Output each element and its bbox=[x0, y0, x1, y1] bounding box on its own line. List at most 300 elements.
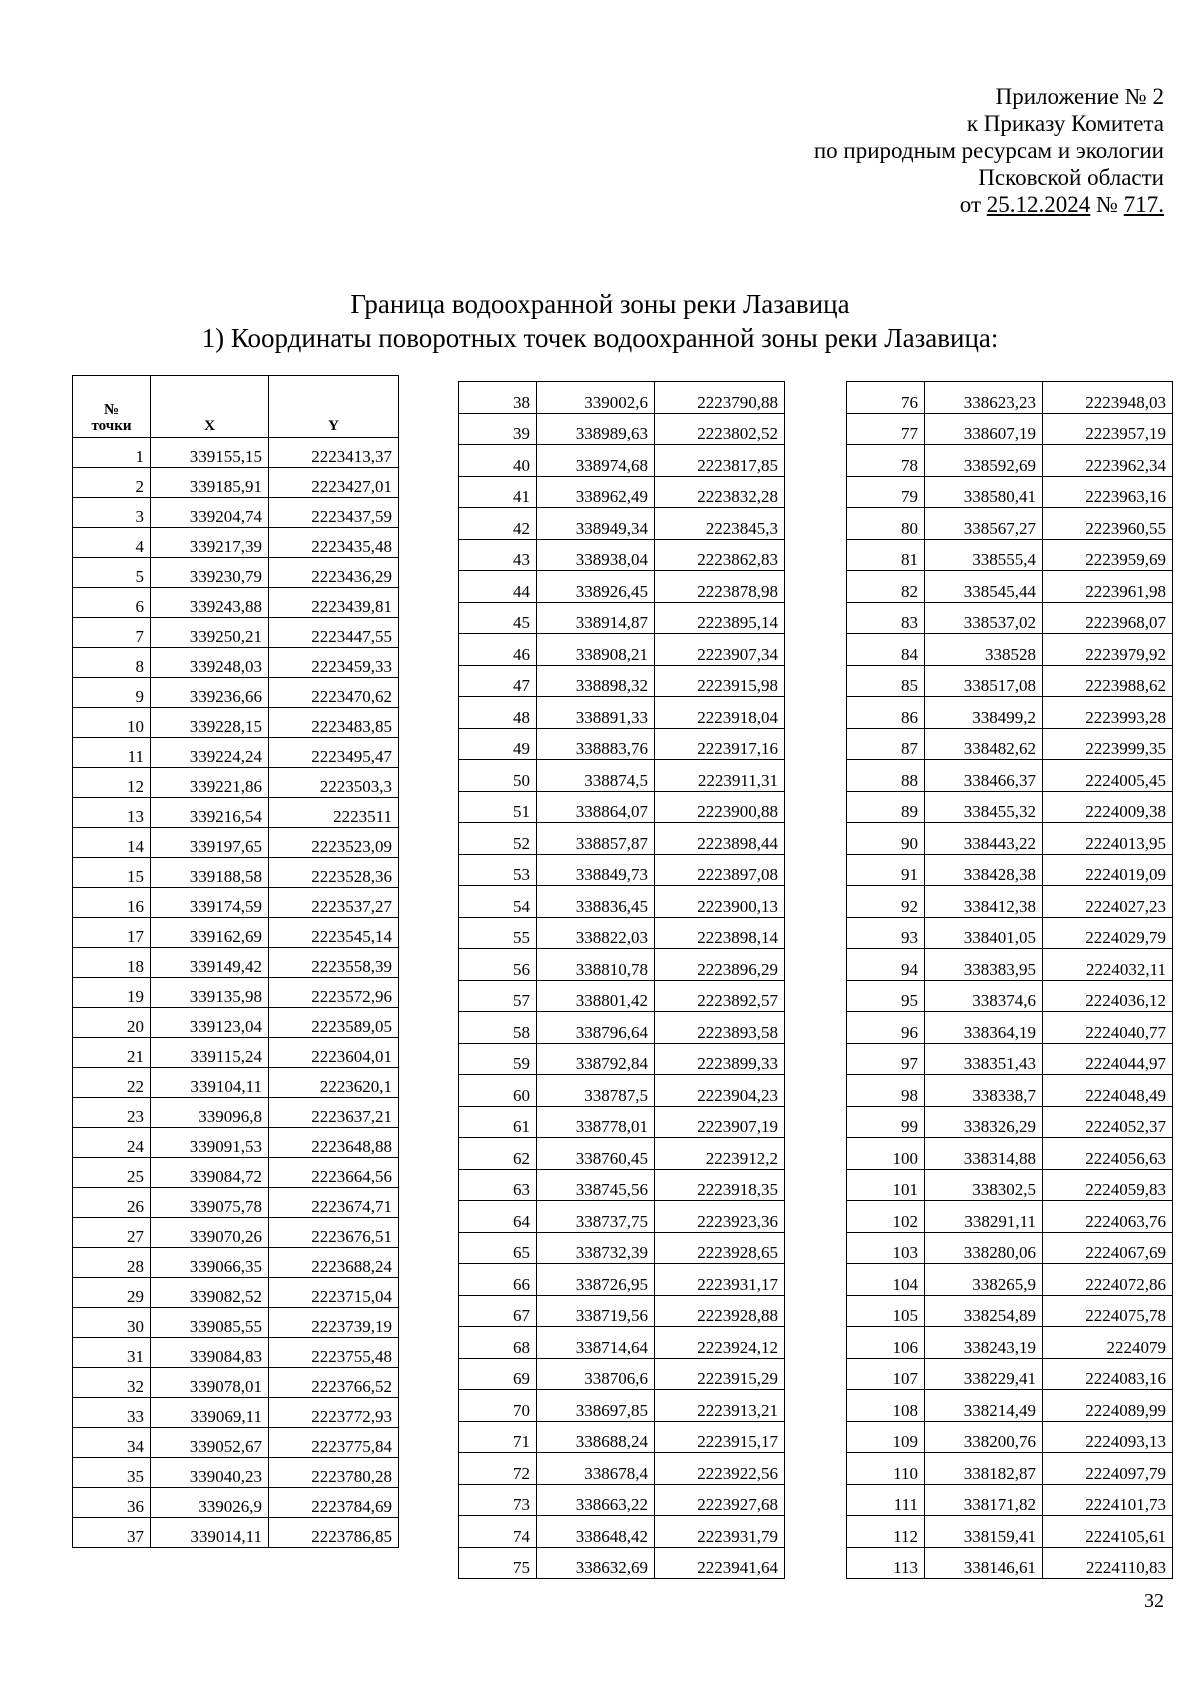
table-row bbox=[459, 1169, 785, 1201]
point-number-cell: 3 bbox=[73, 498, 151, 528]
x-coordinate-cell: 338962,49 bbox=[537, 476, 655, 508]
y-coordinate-cell: 2223922,56 bbox=[655, 1453, 785, 1485]
point-number-cell: 49 bbox=[459, 728, 537, 760]
point-number-cell: 26 bbox=[73, 1188, 151, 1218]
y-coordinate-cell: 2223780,28 bbox=[269, 1458, 399, 1488]
x-coordinate-cell: 339014,11 bbox=[151, 1518, 269, 1548]
table-row bbox=[847, 1264, 1173, 1296]
table-row bbox=[73, 1458, 399, 1488]
point-number-cell: 83 bbox=[847, 602, 925, 634]
x-coordinate-cell: 338663,22 bbox=[537, 1484, 655, 1516]
x-coordinate-cell: 339082,52 bbox=[151, 1278, 269, 1308]
table-row bbox=[847, 1201, 1173, 1233]
x-coordinate-cell: 338383,95 bbox=[925, 949, 1043, 981]
x-coordinate-cell: 339185,91 bbox=[151, 468, 269, 498]
y-coordinate-cell: 2223913,21 bbox=[655, 1390, 785, 1422]
point-number-cell: 12 bbox=[73, 768, 151, 798]
y-coordinate-cell: 2223962,34 bbox=[1043, 445, 1173, 477]
y-coordinate-cell: 2223896,29 bbox=[655, 949, 785, 981]
point-number-cell: 41 bbox=[459, 476, 537, 508]
y-coordinate-cell: 2224097,79 bbox=[1043, 1453, 1173, 1485]
x-coordinate-cell: 338302,5 bbox=[925, 1169, 1043, 1201]
header-point-number bbox=[73, 376, 151, 438]
x-coordinate-cell: 338351,43 bbox=[925, 1043, 1043, 1075]
y-coordinate-cell: 2223957,19 bbox=[1043, 413, 1173, 445]
x-coordinate-cell: 338592,69 bbox=[925, 445, 1043, 477]
point-number-cell: 109 bbox=[847, 1421, 925, 1453]
y-coordinate-cell: 2224044,97 bbox=[1043, 1043, 1173, 1075]
point-number-cell: 20 bbox=[73, 1008, 151, 1038]
point-number-cell: 44 bbox=[459, 571, 537, 603]
y-coordinate-cell: 2223664,56 bbox=[269, 1158, 399, 1188]
table-row bbox=[459, 1232, 785, 1264]
appendix-header bbox=[814, 83, 1164, 218]
table-row bbox=[459, 1043, 785, 1075]
y-coordinate-cell: 2223895,14 bbox=[655, 602, 785, 634]
y-coordinate-cell: 2223999,35 bbox=[1043, 728, 1173, 760]
point-number-cell: 33 bbox=[73, 1398, 151, 1428]
point-number-cell: 34 bbox=[73, 1428, 151, 1458]
point-number-cell: 18 bbox=[73, 948, 151, 978]
point-number-cell: 58 bbox=[459, 1012, 537, 1044]
y-coordinate-cell: 2223897,08 bbox=[655, 854, 785, 886]
table-row bbox=[847, 1138, 1173, 1170]
table-row bbox=[459, 1484, 785, 1516]
point-number-cell: 96 bbox=[847, 1012, 925, 1044]
x-coordinate-cell: 338326,29 bbox=[925, 1106, 1043, 1138]
point-number-cell: 36 bbox=[73, 1488, 151, 1518]
table-row bbox=[459, 1295, 785, 1327]
point-number-cell: 25 bbox=[73, 1158, 151, 1188]
x-coordinate-cell: 338697,85 bbox=[537, 1390, 655, 1422]
table-row bbox=[459, 1516, 785, 1548]
y-coordinate-cell: 2224079 bbox=[1043, 1327, 1173, 1359]
x-coordinate-cell: 338146,61 bbox=[925, 1547, 1043, 1579]
y-coordinate-cell: 2223948,03 bbox=[1043, 382, 1173, 414]
point-number-cell: 81 bbox=[847, 539, 925, 571]
table-row bbox=[73, 588, 399, 618]
point-number-cell: 15 bbox=[73, 858, 151, 888]
point-number-cell: 85 bbox=[847, 665, 925, 697]
table-row bbox=[459, 602, 785, 634]
table-row bbox=[847, 1453, 1173, 1485]
x-coordinate-cell: 338607,19 bbox=[925, 413, 1043, 445]
x-coordinate-cell: 338466,37 bbox=[925, 760, 1043, 792]
point-number-cell: 103 bbox=[847, 1232, 925, 1264]
table-row bbox=[847, 697, 1173, 729]
point-number-cell: 89 bbox=[847, 791, 925, 823]
point-number-cell: 104 bbox=[847, 1264, 925, 1296]
point-number-cell: 16 bbox=[73, 888, 151, 918]
header-x: X bbox=[151, 376, 269, 438]
y-coordinate-cell: 2223988,62 bbox=[1043, 665, 1173, 697]
y-coordinate-cell: 2223523,09 bbox=[269, 828, 399, 858]
point-number-cell: 42 bbox=[459, 508, 537, 540]
x-coordinate-cell: 338182,87 bbox=[925, 1453, 1043, 1485]
point-number-cell: 93 bbox=[847, 917, 925, 949]
table-row bbox=[847, 854, 1173, 886]
header-point-number-line1: № bbox=[103, 402, 120, 418]
y-coordinate-cell: 2224110,83 bbox=[1043, 1547, 1173, 1579]
x-coordinate-cell: 339250,21 bbox=[151, 618, 269, 648]
table-row bbox=[73, 738, 399, 768]
x-coordinate-cell: 338778,01 bbox=[537, 1106, 655, 1138]
y-coordinate-cell: 2223413,37 bbox=[269, 438, 399, 468]
point-number-cell: 67 bbox=[459, 1295, 537, 1327]
appendix-date-line bbox=[814, 191, 1164, 218]
x-coordinate-cell: 338792,84 bbox=[537, 1043, 655, 1075]
y-coordinate-cell: 2224009,38 bbox=[1043, 791, 1173, 823]
appendix-line-4: Псковской области bbox=[978, 165, 1164, 190]
x-coordinate-cell: 339078,01 bbox=[151, 1368, 269, 1398]
point-number-cell: 64 bbox=[459, 1201, 537, 1233]
table-row bbox=[847, 1421, 1173, 1453]
x-coordinate-cell: 338229,41 bbox=[925, 1358, 1043, 1390]
x-coordinate-cell: 339174,59 bbox=[151, 888, 269, 918]
x-coordinate-cell: 338482,62 bbox=[925, 728, 1043, 760]
y-coordinate-cell: 2223459,33 bbox=[269, 648, 399, 678]
x-coordinate-cell: 339236,66 bbox=[151, 678, 269, 708]
table-row bbox=[73, 1128, 399, 1158]
point-number-cell: 70 bbox=[459, 1390, 537, 1422]
y-coordinate-cell: 2224005,45 bbox=[1043, 760, 1173, 792]
point-number-cell: 56 bbox=[459, 949, 537, 981]
table-row bbox=[73, 1488, 399, 1518]
table-row bbox=[459, 980, 785, 1012]
point-number-cell: 84 bbox=[847, 634, 925, 666]
table-row bbox=[459, 1138, 785, 1170]
x-coordinate-cell: 339085,55 bbox=[151, 1308, 269, 1338]
x-coordinate-cell: 339066,35 bbox=[151, 1248, 269, 1278]
y-coordinate-cell: 2224013,95 bbox=[1043, 823, 1173, 855]
table-row bbox=[73, 768, 399, 798]
coordinates-table-3 bbox=[846, 381, 1173, 1579]
table-row bbox=[459, 1358, 785, 1390]
table-row bbox=[459, 854, 785, 886]
point-number-cell: 10 bbox=[73, 708, 151, 738]
table-row bbox=[847, 1516, 1173, 1548]
y-coordinate-cell: 2224040,77 bbox=[1043, 1012, 1173, 1044]
date-prefix: от bbox=[959, 192, 982, 217]
y-coordinate-cell: 2223900,88 bbox=[655, 791, 785, 823]
table-row bbox=[459, 382, 785, 414]
y-coordinate-cell: 2223960,55 bbox=[1043, 508, 1173, 540]
y-coordinate-cell: 2223715,04 bbox=[269, 1278, 399, 1308]
table-row bbox=[459, 823, 785, 855]
x-coordinate-cell: 338883,76 bbox=[537, 728, 655, 760]
y-coordinate-cell: 2223959,69 bbox=[1043, 539, 1173, 571]
point-number-cell: 38 bbox=[459, 382, 537, 414]
table-row bbox=[73, 918, 399, 948]
x-coordinate-cell: 339204,74 bbox=[151, 498, 269, 528]
y-coordinate-cell: 2223927,68 bbox=[655, 1484, 785, 1516]
x-coordinate-cell: 338678,4 bbox=[537, 1453, 655, 1485]
table-row bbox=[459, 1327, 785, 1359]
point-number-cell: 74 bbox=[459, 1516, 537, 1548]
y-coordinate-cell: 2224029,79 bbox=[1043, 917, 1173, 949]
table-row bbox=[73, 1068, 399, 1098]
y-coordinate-cell: 2223447,55 bbox=[269, 618, 399, 648]
x-coordinate-cell: 338499,2 bbox=[925, 697, 1043, 729]
table-row bbox=[459, 728, 785, 760]
y-coordinate-cell: 2223928,88 bbox=[655, 1295, 785, 1327]
table-row bbox=[847, 1075, 1173, 1107]
table-row bbox=[73, 1098, 399, 1128]
y-coordinate-cell: 2223915,17 bbox=[655, 1421, 785, 1453]
x-coordinate-cell: 338949,34 bbox=[537, 508, 655, 540]
y-coordinate-cell: 2223915,29 bbox=[655, 1358, 785, 1390]
table-row bbox=[73, 648, 399, 678]
point-number-cell: 61 bbox=[459, 1106, 537, 1138]
point-number-cell: 55 bbox=[459, 917, 537, 949]
x-coordinate-cell: 338810,78 bbox=[537, 949, 655, 981]
x-coordinate-cell: 338159,41 bbox=[925, 1516, 1043, 1548]
table-row bbox=[459, 1264, 785, 1296]
x-coordinate-cell: 338455,32 bbox=[925, 791, 1043, 823]
x-coordinate-cell: 338760,45 bbox=[537, 1138, 655, 1170]
point-number-cell: 62 bbox=[459, 1138, 537, 1170]
point-number-cell: 52 bbox=[459, 823, 537, 855]
y-coordinate-cell: 2223674,71 bbox=[269, 1188, 399, 1218]
x-coordinate-cell: 338926,45 bbox=[537, 571, 655, 603]
y-coordinate-cell: 2223604,01 bbox=[269, 1038, 399, 1068]
point-number-cell: 32 bbox=[73, 1368, 151, 1398]
x-coordinate-cell: 338857,87 bbox=[537, 823, 655, 855]
number-prefix: № bbox=[1096, 192, 1118, 217]
y-coordinate-cell: 2223900,13 bbox=[655, 886, 785, 918]
y-coordinate-cell: 2223941,64 bbox=[655, 1547, 785, 1579]
x-coordinate-cell: 338864,07 bbox=[537, 791, 655, 823]
point-number-cell: 112 bbox=[847, 1516, 925, 1548]
table-row bbox=[459, 886, 785, 918]
table-row bbox=[73, 678, 399, 708]
x-coordinate-cell: 338737,75 bbox=[537, 1201, 655, 1233]
point-number-cell: 57 bbox=[459, 980, 537, 1012]
point-number-cell: 13 bbox=[73, 798, 151, 828]
point-number-cell: 88 bbox=[847, 760, 925, 792]
point-number-cell: 6 bbox=[73, 588, 151, 618]
y-coordinate-cell: 2223755,48 bbox=[269, 1338, 399, 1368]
point-number-cell: 4 bbox=[73, 528, 151, 558]
x-coordinate-cell: 338648,42 bbox=[537, 1516, 655, 1548]
appendix-line-2: к Приказу Комитета bbox=[966, 111, 1164, 136]
header-y: Y bbox=[269, 376, 399, 438]
y-coordinate-cell: 2224048,49 bbox=[1043, 1075, 1173, 1107]
table-row bbox=[847, 665, 1173, 697]
x-coordinate-cell: 338567,27 bbox=[925, 508, 1043, 540]
y-coordinate-cell: 2223907,19 bbox=[655, 1106, 785, 1138]
y-coordinate-cell: 2224063,76 bbox=[1043, 1201, 1173, 1233]
x-coordinate-cell: 339188,58 bbox=[151, 858, 269, 888]
x-coordinate-cell: 339115,24 bbox=[151, 1038, 269, 1068]
y-coordinate-cell: 2223786,85 bbox=[269, 1518, 399, 1548]
y-coordinate-cell: 2223470,62 bbox=[269, 678, 399, 708]
x-coordinate-cell: 339230,79 bbox=[151, 558, 269, 588]
x-coordinate-cell: 339243,88 bbox=[151, 588, 269, 618]
table-row bbox=[73, 1338, 399, 1368]
y-coordinate-cell: 2224075,78 bbox=[1043, 1295, 1173, 1327]
table-row bbox=[847, 539, 1173, 571]
point-number-cell: 80 bbox=[847, 508, 925, 540]
x-coordinate-cell: 338517,08 bbox=[925, 665, 1043, 697]
point-number-cell: 94 bbox=[847, 949, 925, 981]
y-coordinate-cell: 2223918,04 bbox=[655, 697, 785, 729]
x-coordinate-cell: 338280,06 bbox=[925, 1232, 1043, 1264]
point-number-cell: 48 bbox=[459, 697, 537, 729]
point-number-cell: 51 bbox=[459, 791, 537, 823]
point-number-cell: 53 bbox=[459, 854, 537, 886]
x-coordinate-cell: 338732,39 bbox=[537, 1232, 655, 1264]
header-point-number-line2: точки bbox=[91, 418, 132, 434]
point-number-cell: 27 bbox=[73, 1218, 151, 1248]
point-number-cell: 1 bbox=[73, 438, 151, 468]
table-row bbox=[459, 1390, 785, 1422]
y-coordinate-cell: 2224089,99 bbox=[1043, 1390, 1173, 1422]
table-row bbox=[73, 1158, 399, 1188]
point-number-cell: 8 bbox=[73, 648, 151, 678]
table-row bbox=[73, 1038, 399, 1068]
point-number-cell: 45 bbox=[459, 602, 537, 634]
table-row bbox=[73, 1308, 399, 1338]
point-number-cell: 24 bbox=[73, 1128, 151, 1158]
y-coordinate-cell: 2223558,39 bbox=[269, 948, 399, 978]
point-number-cell: 102 bbox=[847, 1201, 925, 1233]
x-coordinate-cell: 339228,15 bbox=[151, 708, 269, 738]
x-coordinate-cell: 338714,64 bbox=[537, 1327, 655, 1359]
table-row bbox=[847, 823, 1173, 855]
y-coordinate-cell: 2223437,59 bbox=[269, 498, 399, 528]
y-coordinate-cell: 2223923,36 bbox=[655, 1201, 785, 1233]
point-number-cell: 105 bbox=[847, 1295, 925, 1327]
x-coordinate-cell: 338801,42 bbox=[537, 980, 655, 1012]
point-number-cell: 68 bbox=[459, 1327, 537, 1359]
point-number-cell: 9 bbox=[73, 678, 151, 708]
y-coordinate-cell: 2223979,92 bbox=[1043, 634, 1173, 666]
table-row bbox=[73, 858, 399, 888]
point-number-cell: 28 bbox=[73, 1248, 151, 1278]
y-coordinate-cell: 2223993,28 bbox=[1043, 697, 1173, 729]
table-row bbox=[847, 949, 1173, 981]
table-row bbox=[73, 558, 399, 588]
point-number-cell: 43 bbox=[459, 539, 537, 571]
x-coordinate-cell: 339123,04 bbox=[151, 1008, 269, 1038]
y-coordinate-cell: 2224059,83 bbox=[1043, 1169, 1173, 1201]
table-row bbox=[459, 1106, 785, 1138]
y-coordinate-cell: 2223961,98 bbox=[1043, 571, 1173, 603]
x-coordinate-cell: 339135,98 bbox=[151, 978, 269, 1008]
table-row bbox=[73, 1518, 399, 1548]
table-row bbox=[847, 917, 1173, 949]
table-row bbox=[73, 708, 399, 738]
table-row bbox=[847, 1012, 1173, 1044]
coordinates-table-2 bbox=[458, 381, 785, 1579]
x-coordinate-cell: 338555,4 bbox=[925, 539, 1043, 571]
x-coordinate-cell: 338314,88 bbox=[925, 1138, 1043, 1170]
y-coordinate-cell: 2223775,84 bbox=[269, 1428, 399, 1458]
x-coordinate-cell: 338745,56 bbox=[537, 1169, 655, 1201]
y-coordinate-cell: 2224101,73 bbox=[1043, 1484, 1173, 1516]
point-number-cell: 97 bbox=[847, 1043, 925, 1075]
y-coordinate-cell: 2223931,79 bbox=[655, 1516, 785, 1548]
y-coordinate-cell: 2223435,48 bbox=[269, 528, 399, 558]
x-coordinate-cell: 338265,9 bbox=[925, 1264, 1043, 1296]
table-row bbox=[459, 571, 785, 603]
point-number-cell: 72 bbox=[459, 1453, 537, 1485]
y-coordinate-cell: 2224027,23 bbox=[1043, 886, 1173, 918]
point-number-cell: 76 bbox=[847, 382, 925, 414]
point-number-cell: 107 bbox=[847, 1358, 925, 1390]
y-coordinate-cell: 2223917,16 bbox=[655, 728, 785, 760]
point-number-cell: 2 bbox=[73, 468, 151, 498]
x-coordinate-cell: 339040,23 bbox=[151, 1458, 269, 1488]
y-coordinate-cell: 2223968,07 bbox=[1043, 602, 1173, 634]
y-coordinate-cell: 2224032,11 bbox=[1043, 949, 1173, 981]
table-row bbox=[459, 791, 785, 823]
x-coordinate-cell: 339248,03 bbox=[151, 648, 269, 678]
x-coordinate-cell: 338898,32 bbox=[537, 665, 655, 697]
x-coordinate-cell: 338836,45 bbox=[537, 886, 655, 918]
y-coordinate-cell: 2223963,16 bbox=[1043, 476, 1173, 508]
y-coordinate-cell: 2224105,61 bbox=[1043, 1516, 1173, 1548]
x-coordinate-cell: 338200,76 bbox=[925, 1421, 1043, 1453]
y-coordinate-cell: 2223648,88 bbox=[269, 1128, 399, 1158]
table-row bbox=[73, 1398, 399, 1428]
x-coordinate-cell: 338428,38 bbox=[925, 854, 1043, 886]
x-coordinate-cell: 339084,83 bbox=[151, 1338, 269, 1368]
table-row bbox=[459, 413, 785, 445]
table-row bbox=[459, 476, 785, 508]
x-coordinate-cell: 339096,8 bbox=[151, 1098, 269, 1128]
document-title bbox=[0, 287, 1200, 355]
y-coordinate-cell: 2223436,29 bbox=[269, 558, 399, 588]
y-coordinate-cell: 2223898,44 bbox=[655, 823, 785, 855]
point-number-cell: 108 bbox=[847, 1390, 925, 1422]
point-number-cell: 40 bbox=[459, 445, 537, 477]
x-coordinate-cell: 338374,6 bbox=[925, 980, 1043, 1012]
table-row bbox=[73, 618, 399, 648]
x-coordinate-cell: 339149,42 bbox=[151, 948, 269, 978]
table-row bbox=[847, 1547, 1173, 1579]
table-row bbox=[73, 528, 399, 558]
point-number-cell: 63 bbox=[459, 1169, 537, 1201]
y-coordinate-cell: 2223904,23 bbox=[655, 1075, 785, 1107]
x-coordinate-cell: 339070,26 bbox=[151, 1218, 269, 1248]
point-number-cell: 5 bbox=[73, 558, 151, 588]
x-coordinate-cell: 338874,5 bbox=[537, 760, 655, 792]
y-coordinate-cell: 2224019,09 bbox=[1043, 854, 1173, 886]
point-number-cell: 91 bbox=[847, 854, 925, 886]
point-number-cell: 110 bbox=[847, 1453, 925, 1485]
point-number-cell: 7 bbox=[73, 618, 151, 648]
table-row bbox=[73, 1278, 399, 1308]
point-number-cell: 73 bbox=[459, 1484, 537, 1516]
point-number-cell: 78 bbox=[847, 445, 925, 477]
table-row bbox=[847, 1327, 1173, 1359]
y-coordinate-cell: 2223427,01 bbox=[269, 468, 399, 498]
table-row bbox=[459, 760, 785, 792]
point-number-cell: 29 bbox=[73, 1278, 151, 1308]
y-coordinate-cell: 2223503,3 bbox=[269, 768, 399, 798]
point-number-cell: 59 bbox=[459, 1043, 537, 1075]
y-coordinate-cell: 2223688,24 bbox=[269, 1248, 399, 1278]
x-coordinate-cell: 339091,53 bbox=[151, 1128, 269, 1158]
y-coordinate-cell: 2223845,3 bbox=[655, 508, 785, 540]
table-row bbox=[847, 791, 1173, 823]
point-number-cell: 100 bbox=[847, 1138, 925, 1170]
table-row bbox=[847, 760, 1173, 792]
y-coordinate-cell: 2223784,69 bbox=[269, 1488, 399, 1518]
point-number-cell: 39 bbox=[459, 413, 537, 445]
